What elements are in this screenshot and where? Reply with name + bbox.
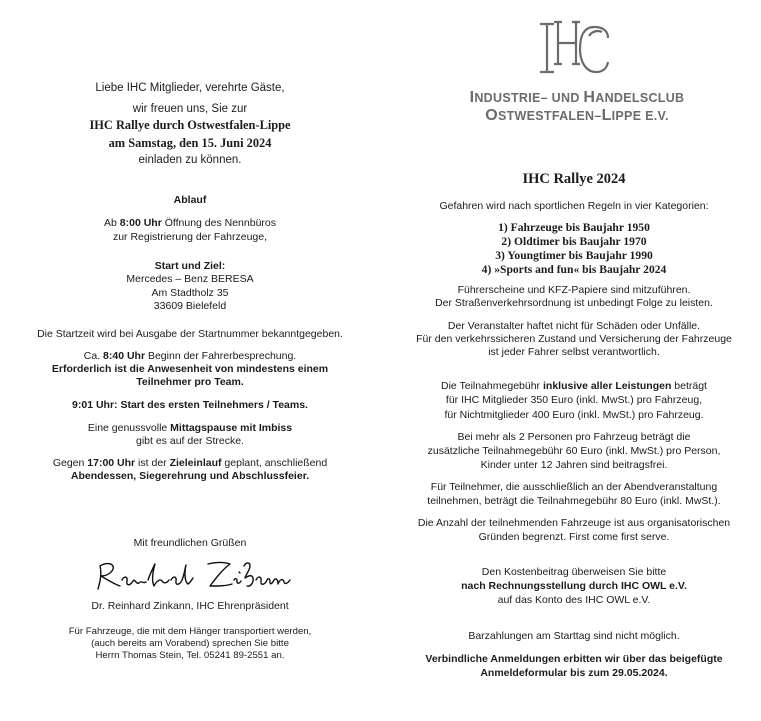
ihc-monogram-logo-icon <box>536 18 612 78</box>
lunch-line: Eine genussvolle Mittagspause mit Imbiss <box>87 422 293 434</box>
rally-title: IHC Rallye 2024 <box>522 171 626 187</box>
evening-line1: Für Teilnehmer, die ausschließlich an der Abendveranstaltung <box>430 481 718 493</box>
ablauf-line2: zur Registrierung der Fahrzeuge, <box>112 231 268 243</box>
liability-line2: Für den verkehrssicheren Zustand und Versicherung der Fahrzeuge <box>416 333 732 345</box>
signature-icon <box>92 556 302 596</box>
extra-line3: Kinder unter 12 Jahren sind beitragsfrei. <box>480 459 668 471</box>
briefing-requirement-1: Erforderlich ist die Anwesenheit von mindestens einem <box>51 363 329 375</box>
club-name <box>448 89 706 125</box>
start-city: 33609 Bielefeld <box>153 300 227 312</box>
extra-line1: Bei mehr als 2 Personen pro Fahrzeug beträgt die <box>457 431 691 443</box>
liability-line3: ist jeder Fahrer selbst verantwortlich. <box>488 346 660 358</box>
category-1: 1) Fahrzeuge bis Baujahr 1950 <box>498 221 650 234</box>
rules-intro: Gefahren wird nach sportlichen Regeln in vier Kategorien: <box>439 200 709 212</box>
ablauf-heading: Ablauf <box>173 194 207 206</box>
briefing-line: Ca. 8:40 Uhr Beginn der Fahrerbesprechung. <box>83 350 297 362</box>
invite-end: einladen zu können. <box>138 154 242 166</box>
footnote-1: Für Fahrzeuge, die mit dem Hänger transportiert werden, <box>68 626 312 637</box>
papers-line1: Führerscheine und KFZ-Papiere sind mitzuführen. <box>457 284 691 296</box>
invite-intro: wir freuen uns, Sie zur <box>132 103 248 115</box>
first-start: 9:01 Uhr: Start des ersten Teilnehmers / Teams. <box>72 399 308 411</box>
club-name-line1: INDUSTRIE– UND HANDELSCLUB <box>469 89 685 106</box>
payment-line3: auf das Konto des IHC OWL e.V. <box>497 594 651 606</box>
start-street: Am Stadtholz 35 <box>151 287 229 299</box>
registration-line2: Anmeldeformular bis zum 29.05.2024. <box>480 667 668 679</box>
registration-line1: Verbindliche Anmeldungen erbitten wir über das beigefügte <box>425 653 723 665</box>
event-title: IHC Rallye durch Ostwestfalen-Lippe <box>89 118 291 132</box>
ablauf-line1: Ab 8:00 Uhr Öffnung des Nennbüros <box>104 217 276 229</box>
papers-line2: Der Straßenverkehrsordnung ist unbedingt Folge zu leisten. <box>435 297 713 309</box>
start-heading: Start und Ziel: <box>154 260 226 272</box>
event-date: am Samstag, den 15. Juni 2024 <box>108 136 272 150</box>
greeting: Liebe IHC Mitglieder, verehrte Gäste, <box>95 82 285 94</box>
liability-line1: Der Veranstalter haftet nicht für Schäden oder Unfälle. <box>447 320 701 332</box>
footnote-2: (auch bereits am Vorabend) sprechen Sie bitte <box>91 638 289 649</box>
fee-nonmembers: für Nichtmitglieder 400 Euro (inkl. MwSt.) pro Fahrzeug. <box>444 409 704 421</box>
finish-line: Gegen 17:00 Uhr ist der Zieleinlauf geplant, anschließend <box>52 457 328 469</box>
signer-name: Dr. Reinhard Zinkann, IHC Ehrenpräsident <box>91 600 289 612</box>
closing: Mit freundlichen Grüßen <box>133 537 247 549</box>
category-3: 3) Youngtimer bis Baujahr 1990 <box>495 249 653 262</box>
payment-line1: Den Kostenbeitrag überweisen Sie bitte <box>481 566 667 578</box>
evening-line2: teilnehmen, beträgt die Teilnahmegebühr 80 Euro (inkl. MwSt.). <box>427 495 721 507</box>
lunch-line2: gibt es auf der Strecke. <box>136 435 244 447</box>
category-2: 2) Oldtimer bis Baujahr 1970 <box>501 235 647 248</box>
payment-line2: nach Rechnungsstellung durch IHC OWL e.V. <box>461 580 687 592</box>
limit-line1: Die Anzahl der teilnehmenden Fahrzeuge ist aus organisatorischen <box>417 517 731 529</box>
club-name-line2: OSTWESTFALEN–LIPPE E.V. <box>485 107 669 124</box>
cash-note: Barzahlungen am Starttag sind nicht möglich. <box>468 630 680 642</box>
extra-line2: zusätzliche Teilnahmegebühr 60 Euro (inkl. MwSt.) pro Person, <box>427 445 721 457</box>
finish-line2: Abendessen, Siegerehrung und Abschlussfeier. <box>70 470 310 482</box>
fee-line1: Die Teilnahmegebühr inklusive aller Leistungen beträgt <box>441 380 707 392</box>
limit-line2: Gründen begrenzt. First come first serve. <box>478 531 670 543</box>
start-venue: Mercedes – Benz BERESA <box>126 273 254 285</box>
footnote-3: Herrn Thomas Stein, Tel. 05241 89-2551 an. <box>95 650 285 661</box>
startzeit-note: Die Startzeit wird bei Ausgabe der Startnummer bekanntgegeben. <box>37 328 343 340</box>
briefing-requirement-2: Teilnehmer pro Team. <box>136 376 244 388</box>
category-4: 4) »Sports and fun« bis Baujahr 2024 <box>481 263 667 276</box>
fee-members: für IHC Mitglieder 350 Euro (inkl. MwSt.) pro Fahrzeug, <box>445 394 703 406</box>
